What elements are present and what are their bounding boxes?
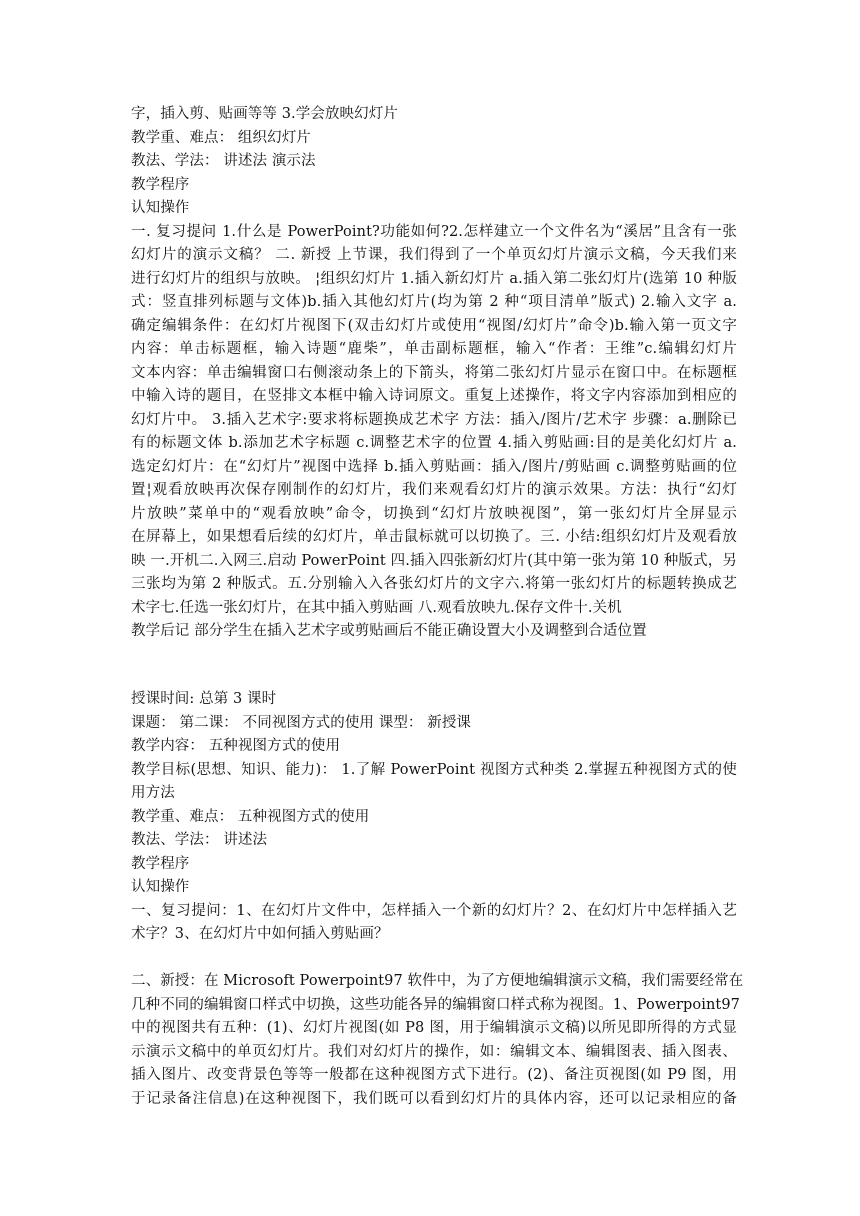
text-line: 教学程序 xyxy=(131,855,190,872)
text-line: 中输入诗的题目，在竖排文本框中输入诗词原文。重复上述操作，将文字内容添加到相应的 xyxy=(131,388,737,404)
text-line: 授课时间: 总第 3 课时 xyxy=(131,691,277,707)
text-line: 进行幻灯片的组织与放映。 ¦组织幻灯片 1.插入新幻灯片 a.插入第二张幻灯片(选第 10 种版 xyxy=(131,270,737,287)
text-line: 三张均为第 2 种版式。五.分别输入入各张幻灯片的文字六.将第一张幻灯片的标题转换成艺 xyxy=(131,576,737,592)
text-line: 术字七.任选一张幻灯片，在其中插入剪贴画 八.观看放映九.保存文件十.关机 xyxy=(131,599,622,616)
text-line: 有的标题文体 b.添加艺术字标题 c.调整艺术字的位置 4.插入剪贴画:目的是美化幻灯片 a. xyxy=(131,435,737,451)
text-line: 认知操作 xyxy=(131,200,190,216)
text-line: 教学重、难点： 五种视图方式的使用 xyxy=(131,808,370,825)
text-line: 教法、学法： 讲述法 xyxy=(131,832,268,848)
text-line: 二、新授：在 Microsoft Powerpoint97 软件中，为了方便地编辑演示文稿，我们需要经常在 xyxy=(131,973,744,989)
text-line: 示演示文稿中的单页幻灯片。我们对幻灯片的操作，如：编辑文本、编辑图表、插入图表、 xyxy=(131,1043,737,1060)
text-line: 选定幻灯片：在“幻灯片”视图中选择 b.插入剪贴画：插入/图片/剪贴画 c.调整剪贴画的位 xyxy=(131,458,737,475)
text-line: 教学重、难点： 组织幻灯片 xyxy=(131,129,311,146)
text-line: 一、复习提问：1、在幻灯片文件中，怎样插入一个新的幻灯片？2、在幻灯片中怎样插入艺 xyxy=(131,902,737,919)
text-line: 用方法 xyxy=(131,785,175,801)
paragraph-gap xyxy=(131,947,737,971)
text-line: 教法、学法： 讲述法 演示法 xyxy=(131,153,316,169)
text-line: 术字？3、在幻灯片中如何插入剪贴画？ xyxy=(131,926,389,942)
text-line: 课题： 第二课： 不同视图方式的使用 课型： 新授课 xyxy=(131,714,472,731)
lesson-plan-section-1 xyxy=(131,103,737,644)
text-line: 在屏幕上，如果想看后续的幻灯片，单击鼠标就可以切换了。三. 小结:组织幻灯片及观看放 xyxy=(131,529,737,545)
text-line: 教学内容： 五种视图方式的使用 xyxy=(131,738,341,754)
text-line: 教学目标(思想、知识、能力)： 1.了解 PowerPoint 视图方式种类 2.掌握五种视图方式的使 xyxy=(131,761,737,778)
text-line: 几种不同的编辑窗口样式中切换，这些功能各异的编辑窗口样式称为视图。1、Powerpoint97 xyxy=(131,996,741,1013)
text-line: 中的视图共有五种：(1)、幻灯片视图(如 P8 图，用于编辑演示文稿)以所见即所得的方式显 xyxy=(131,1020,737,1036)
text-line: 式：竖直排列标题与文体)b.插入其他幻灯片(均为第 2 种“项目清单”版式) 2.输入文字 a. xyxy=(131,294,737,310)
text-line: 字，插入剪、贴画等等 3.学会放映幻灯片 xyxy=(131,106,398,122)
text-line: 置¦观看放映再次保存刚制作的幻灯片，我们来观看幻灯片的演示效果。方法：执行“幻灯 xyxy=(131,482,737,498)
text-line: 文本内容：单击编辑窗口右侧滚动条上的下箭头，将第二张幻灯片显示在窗口中。在标题框 xyxy=(131,364,737,381)
text-line: 幻灯片中。 3.插入艺术字:要求将标题换成艺术字 方法：插入/图片/艺术字 步骤：a.删除已 xyxy=(131,411,737,428)
lesson-plan-section-2 xyxy=(131,688,744,1111)
text-line: 确定编辑条件：在幻灯片视图下(双击幻灯片或使用“视图/幻灯片”命令)b.输入第一页文字 xyxy=(131,317,737,334)
text-line: 教学后记 部分学生在插入艺术字或剪贴画后不能正确设置大小及调整到合适位置 xyxy=(131,623,647,639)
text-line: 内容：单击标题框，输入诗题“鹿柴”，单击副标题框，输入“作者：王维”c.编辑幻灯片 xyxy=(131,341,737,357)
text-line: 幻灯片的演示文稿？ 二. 新授 上节课，我们得到了一个单页幻灯片演示文稿，今天我们来 xyxy=(131,247,737,263)
text-line: 于记录备注信息)在这种视图下，我们既可以看到幻灯片的具体内容，还可以记录相应的备 xyxy=(131,1090,737,1107)
text-line: 一. 复习提问 1.什么是 PowerPoint?功能如何?2.怎样建立一个文件名为“溪居”且含有一张 xyxy=(131,223,737,240)
text-line: 认知操作 xyxy=(131,879,190,895)
text-line: 教学程序 xyxy=(131,176,190,193)
text-line: 片放映”菜单中的“观看放映”命令，切换到“幻灯片放映视图”，第一张幻灯片全屏显示 xyxy=(131,505,737,522)
text-line: 映 一.开机二.入网三.启动 PowerPoint 四.插入四张新幻灯片(其中第一张为第 10 种版式，另 xyxy=(131,552,737,569)
text-line: 插入图片、改变背景色等等一般都在这种视图方式下进行。(2)、备注页视图(如 P9 图，用 xyxy=(131,1067,737,1083)
